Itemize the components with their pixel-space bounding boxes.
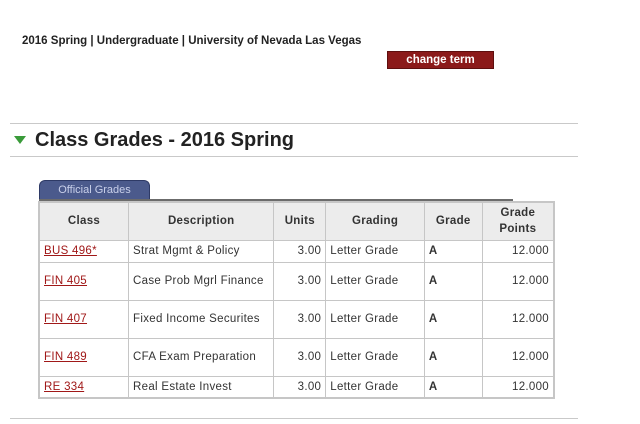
collapse-triangle-icon[interactable] — [14, 136, 26, 144]
grade-points-cell: 12.000 — [482, 262, 554, 300]
grading-cell: Letter Grade — [326, 240, 425, 262]
table-header-row — [39, 202, 554, 240]
class-link[interactable]: FIN 407 — [44, 313, 88, 325]
header-class: Class — [39, 202, 129, 240]
grading-cell: Letter Grade — [326, 376, 425, 398]
class-cell — [39, 338, 129, 376]
grading-cell: Letter Grade — [326, 338, 425, 376]
grade-cell: A — [424, 338, 482, 376]
header-description: Description — [129, 202, 274, 240]
divider — [10, 123, 578, 124]
section-header[interactable] — [14, 127, 294, 153]
table-row — [39, 376, 554, 398]
description-cell: CFA Exam Preparation — [129, 338, 274, 376]
divider — [10, 156, 578, 157]
description-cell: Case Prob Mgrl Finance — [129, 262, 274, 300]
grade-points-cell: 12.000 — [482, 376, 554, 398]
grading-cell: Letter Grade — [326, 300, 425, 338]
grade-cell: A — [424, 376, 482, 398]
grade-points-cell: 12.000 — [482, 300, 554, 338]
table-row — [39, 300, 554, 338]
table-row — [39, 262, 554, 300]
term-info: 2016 Spring | Undergraduate | University of Nevada Las Vegas — [22, 35, 362, 47]
class-cell — [39, 376, 129, 398]
units-cell: 3.00 — [274, 240, 326, 262]
grade-points-cell: 12.000 — [482, 338, 554, 376]
units-cell: 3.00 — [274, 262, 326, 300]
change-term-button[interactable]: change term — [387, 51, 494, 69]
class-link[interactable]: RE 334 — [44, 380, 85, 393]
grade-cell: A — [424, 240, 482, 262]
class-link[interactable]: FIN 489 — [44, 351, 88, 363]
section-title: Class Grades - 2016 Spring — [35, 128, 295, 151]
header-grading: Grading — [326, 202, 425, 240]
header-grade-points: Grade Points — [482, 202, 554, 240]
grading-cell: Letter Grade — [326, 262, 425, 300]
table-row — [39, 338, 554, 376]
class-link[interactable]: BUS 496* — [44, 245, 97, 257]
units-cell: 3.00 — [274, 338, 326, 376]
description-cell: Strat Mgmt & Policy — [129, 240, 274, 262]
class-cell — [39, 240, 129, 262]
grade-points-cell: 12.000 — [482, 240, 554, 262]
tab-official-grades[interactable]: Official Grades — [39, 180, 150, 200]
class-link[interactable]: FIN 405 — [44, 275, 88, 287]
header-grade: Grade — [424, 202, 482, 240]
grades-table — [38, 201, 555, 399]
table-row — [39, 240, 554, 262]
grade-cell: A — [424, 262, 482, 300]
class-cell — [39, 262, 129, 300]
class-cell — [39, 300, 129, 338]
header-units: Units — [274, 202, 326, 240]
description-cell: Real Estate Invest — [129, 376, 274, 398]
units-cell: 3.00 — [274, 300, 326, 338]
divider — [10, 418, 578, 419]
units-cell: 3.00 — [274, 376, 326, 398]
grade-cell: A — [424, 300, 482, 338]
description-cell: Fixed Income Securites — [129, 300, 274, 338]
